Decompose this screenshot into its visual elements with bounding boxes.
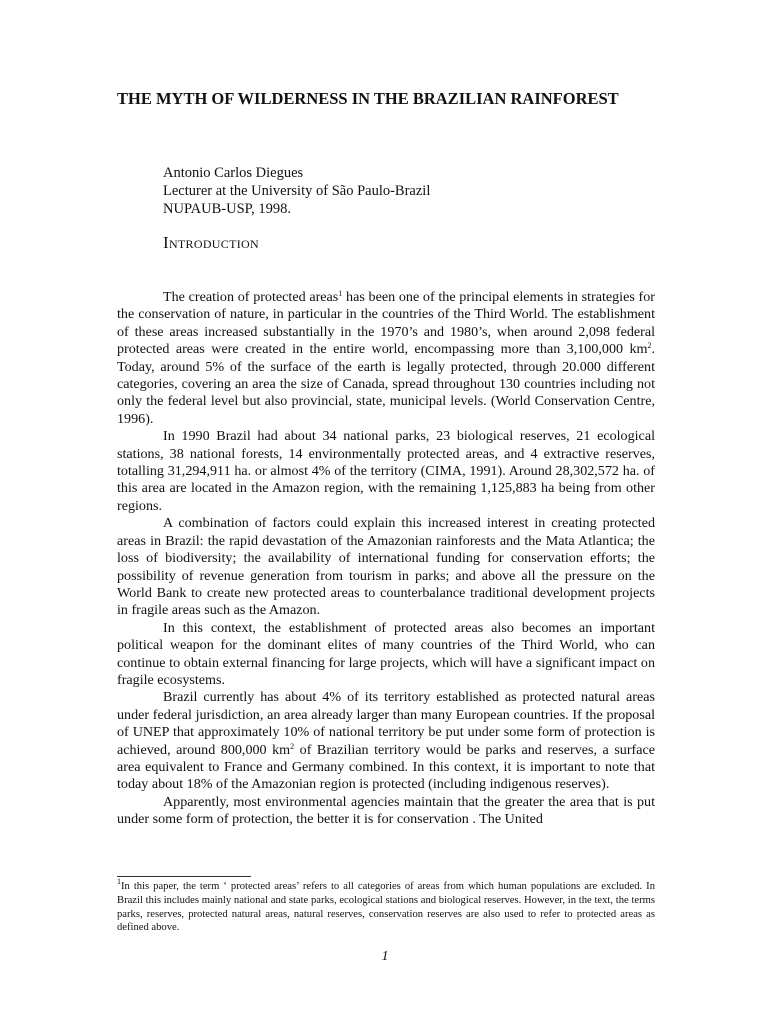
footnote-separator	[117, 876, 251, 877]
document-title: THE MYTH OF WILDERNESS IN THE BRAZILIAN RAINFOREST	[117, 89, 619, 108]
publisher-line: NUPAUB-USP, 1998.	[163, 201, 291, 217]
paragraph: Apparently, most environmental agencies maintain that the greater the area that is put under some form of protection, the better it is for conservation . The United	[117, 793, 655, 828]
footnote-reference: 1	[338, 289, 343, 298]
superscript: 2	[647, 341, 652, 351]
paragraph: The creation of protected areas$^1$ has been one of the principal elements in strategies for the conservation of nature, in particular in the countries of the Third World. The establishment of these areas increased substantially in the 1970’s and 1980’s, when around 2,098 federal protected areas were created in the entire world, encompassing more than 3,100,000 $km^2$. Today, around 5% of the surface of the earth is legally protected, through 20.000 different categories, covering an area the size of Canada, spread throughout 130 countries including not only the federal level but also provincial, state, municipal levels. (World Conservation Centre, 1996).	[117, 289, 655, 427]
superscript: 2	[290, 741, 295, 751]
author-block	[163, 164, 643, 218]
author-name: Antonio Carlos Diegues	[163, 165, 304, 181]
author-affiliation: Lecturer at the University of São Paulo-Brazil	[163, 183, 431, 199]
paragraph: In this context, the establishment of protected areas also becomes an important political weapon for the dominant elites of many countries of the Third World, who can continue to obtain external financing for large projects, which will have a significant impact on fragile ecosystems.	[117, 619, 655, 688]
footnote-text: In this paper, the term ‘ protected areas’ refers to all categories of areas from which human populations are excluded. In Brazil this includes mainly national and state parks, ecological stations and biological reserves. However, in the text, the terms parks, reserves, protected natural areas, natural reserves, conservation reserves are also used to refer to protected areas as defined above.	[117, 881, 655, 934]
section-heading: Introduction	[163, 233, 259, 252]
paragraph: In 1990 Brazil had about 34 national parks, 23 biological reserves, 21 ecological stations, 38 national forests, 14 environmentally protected areas, and 4 extractive reserves, totalling 31,294,911 ha. or almost 4% of the territory (CIMA, 1991). Around 28,302,572 ha. of this area are located in the Amazon region, with the remaining 1,125,883 ha being from other regions.	[117, 428, 655, 514]
page-number: 1	[381, 949, 389, 964]
footnote-mark: 1	[117, 877, 121, 886]
paragraph: A combination of factors could explain this increased interest in creating protected areas in Brazil: the rapid devastation of the Amazonian rainforests and the Mata Atlantica; the loss of biodiversity; the availability of international funding for conservation efforts; the possibility of revenue generation from tourism in parks; and above all the pressure on the World Bank to create new protected areas to counterbalance traditional development projects in fragile areas such as the Amazon.	[117, 515, 655, 619]
body-text	[117, 289, 655, 829]
footnote	[117, 877, 655, 935]
paragraph: Brazil currently has about 4% of its territory established as protected natural areas under federal jurisdiction, an area already larger than many European countries. If the proposal of UNEP that approximately 10% of national territory be put under some form of protection is achieved, around 800,000 $km^2$ of Brazilian territory would be parks and reserves, a surface area equivalent to France and Germany combined. In this context, it is important to note that today about 18% of the Amazonian region is protected (including indigenous reserves).	[117, 689, 656, 793]
